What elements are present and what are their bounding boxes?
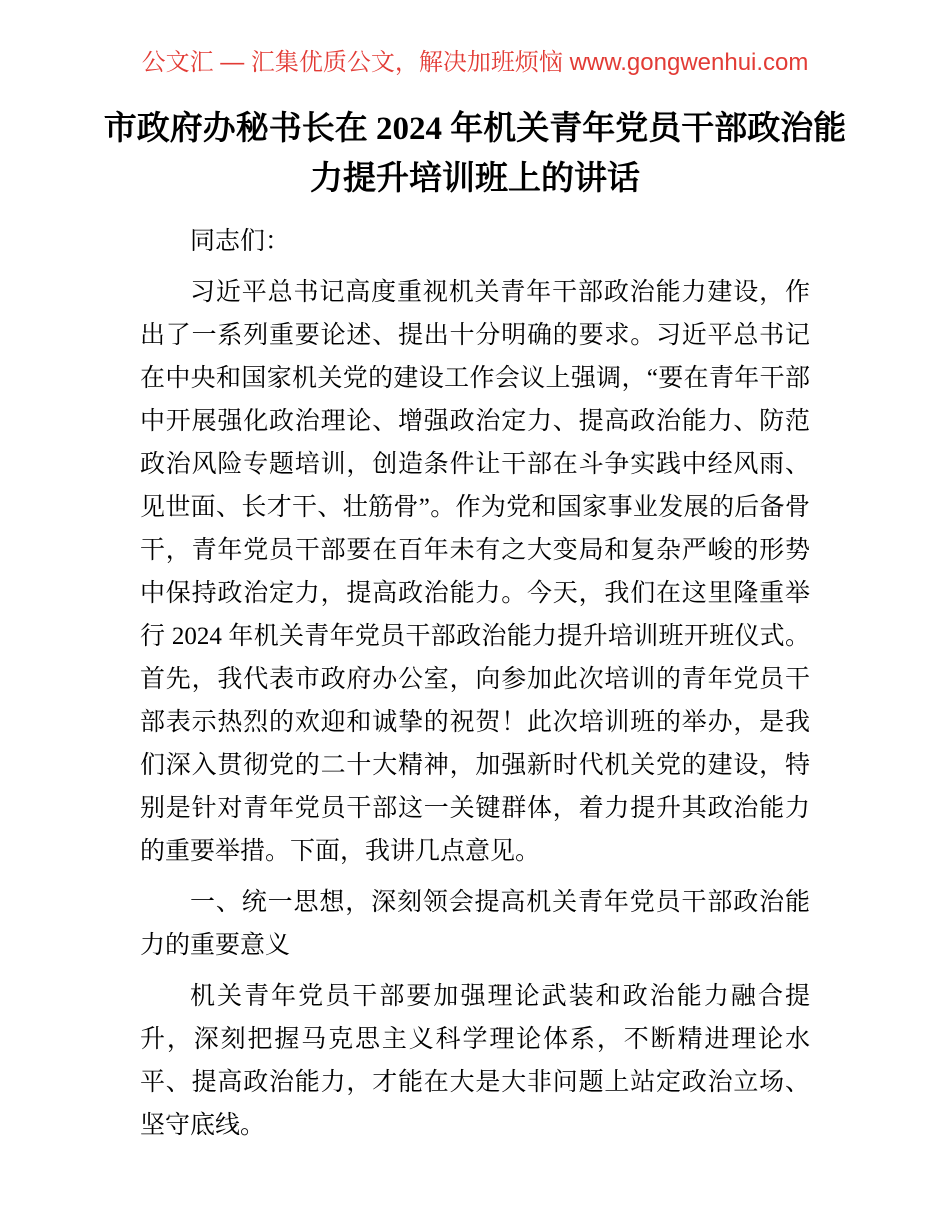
- watermark-header: 公文汇 — 汇集优质公文，解决加班烦恼 www.gongwenhui.com: [141, 49, 809, 76]
- body-paragraph: 机关青年党员干部要加强理论武装和政治能力融合提升，深刻把握马克思主义科学理论体系，不断精进理论水平、提高政治能力，才能在大是大非问题上站定政治立场、坚守底线。: [140, 983, 810, 1139]
- document-body: [140, 220, 810, 1147]
- salutation-paragraph: 同志们：: [190, 228, 291, 255]
- section-heading: 一、统一思想，深刻领会提高机关青年党员干部政治能力的重要意义: [140, 889, 810, 959]
- body-paragraph: 习近平总书记高度重视机关青年干部政治能力建设，作出了一系列重要论述、提出十分明确的要求。习近平总书记在中央和国家机关党的建设工作会议上强调，“要在青年干部中开展强化政治理论、增强政治定力、提高政治能力、防范政治风险专题培训，创造条件让干部在斗争实践中经风雨、见世面、长才干、壮筋骨”。作为党和国家事业发展的后备骨干，青年党员干部要在百年未有之大变局和复杂严峻的形势中保持政治定力，提高政治能力。今天，我们在这里隆重举行 2024 年机关青年党员干部政治能力提升培训班开班仪式。首先，我代表市政府办公室，向参加此次培训的青年党员干部表示热烈的欢迎和诚挚的祝贺！此次培训班的举办，是我们深入贯彻党的二十大精神，加强新时代机关党的建设，特别是针对青年党员干部这一关键群体，着力提升其政治能力的重要举措。下面，我讲几点意见。: [140, 279, 810, 865]
- document-title: 市政府办秘书长在 2024 年机关青年党员干部政治能力提升培训班上的讲话: [103, 111, 847, 197]
